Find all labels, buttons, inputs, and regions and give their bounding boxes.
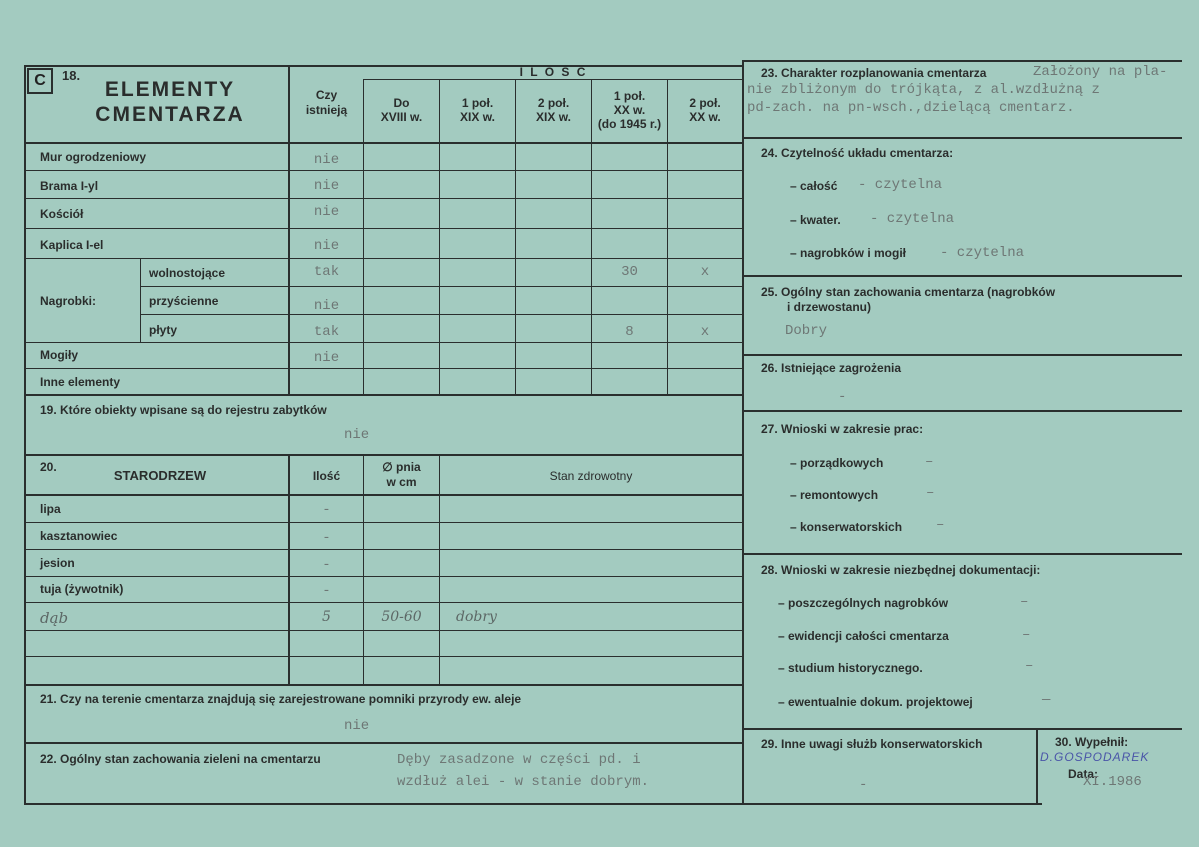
s24-item-label: – nagrobków i mogił <box>790 246 907 260</box>
s30-label: 30. Wypełnił: <box>1055 735 1129 749</box>
s28-item-value: — <box>1042 692 1051 708</box>
col-exists-line2: istnieją <box>305 103 348 117</box>
s19-value: nie <box>344 427 370 443</box>
tree-qty: - <box>322 557 331 573</box>
row-label: Mur ogrodzeniowy <box>40 150 146 164</box>
s29-value: - <box>859 777 868 793</box>
tree-name: tuja (żywotnik) <box>40 582 124 596</box>
col-2h-xix-line1: 2 poł. <box>537 96 570 110</box>
s20-number: 20. <box>40 460 57 474</box>
col-1h-xix-line1: 1 poł. <box>461 96 494 110</box>
s28-item-label: – poszczególnych nagrobków <box>778 596 949 610</box>
nagrobki-label: Nagrobki: <box>40 294 97 308</box>
row-exists-value: nie <box>313 178 340 194</box>
tree-qty: - <box>322 583 331 599</box>
col-2h-xx-line1: 2 poł. <box>689 96 721 110</box>
col-1h-xix-line2: XIX w. <box>460 110 495 124</box>
s26-value: - <box>838 389 847 405</box>
s28-item-value: – <box>1022 627 1031 643</box>
s30-date-label: Data: <box>1068 767 1099 781</box>
s27-item-value: – <box>925 454 934 470</box>
col-1h-xx-line1: 1 poł. <box>613 89 646 103</box>
s28-item-value: – <box>1020 594 1029 610</box>
s21-value: nie <box>344 718 370 734</box>
s26-label: 26. Istniejące zagrożenia <box>761 361 902 375</box>
row-label: Mogiły <box>40 348 78 362</box>
s20-title: STARODRZEW <box>113 468 207 483</box>
s19-label: 19. Które obiekty wpisane są do rejestru zabytków <box>40 403 327 417</box>
row-label: Kościół <box>40 207 84 221</box>
tree-name: jesion <box>40 556 75 570</box>
s27-item-value: – <box>926 485 935 501</box>
s28-label: 28. Wnioski w zakresie niezbędnej dokumentacji: <box>761 563 1041 577</box>
tree-qty: - <box>322 530 331 546</box>
tree-name: lipa <box>40 502 61 516</box>
tree-name-handwritten: dąb <box>40 609 69 627</box>
row-exists-value: nie <box>313 298 340 314</box>
s23-value-line1: Założony na pla- <box>1033 64 1168 80</box>
s29-label: 29. Inne uwagi służb konserwatorskich <box>761 737 983 751</box>
row-label: wolnostojące <box>149 266 226 280</box>
s20-col-diam-line2: w cm <box>386 475 417 489</box>
s24-item-label: – całość <box>790 179 838 193</box>
col-exists-line1: Czy <box>315 88 338 102</box>
s21-label: 21. Czy na terenie cmentarza znajdują się zarejestrowane pomniki przyrody ew. aleje <box>40 692 522 706</box>
col-1h-xx-line2: XX w. <box>613 103 646 117</box>
tree-qty-handwritten: 5 <box>322 609 331 625</box>
s22-label: 22. Ogólny stan zachowania zieleni na cmentarzu <box>40 752 321 766</box>
s24-item-value: - czytelna <box>870 211 955 227</box>
s23-value-line3: pd-zach. na pn-wsch.,dzielącą cmentarz. <box>747 100 1075 116</box>
s20-col-diam-line1: ∅ pnia <box>382 460 421 474</box>
col-2h-xx-line2: XX w. <box>689 110 721 124</box>
row-exists-value: nie <box>313 204 340 220</box>
s18-title-line1: ELEMENTY <box>104 78 236 101</box>
s25-label-line1: 25. Ogólny stan zachowania cmentarza (nagrobków <box>761 285 1056 299</box>
s24-item-value: - czytelna <box>940 245 1025 261</box>
s27-item-label: – remontowych <box>790 488 879 502</box>
s18-number: 18. <box>62 68 81 83</box>
col-quantity-header: I L O Ś Ć <box>519 65 588 79</box>
col-2h-xix-line2: XIX w. <box>536 110 571 124</box>
row-label: Kaplica I-el <box>40 238 104 252</box>
s28-item-label: – ewentualnie dokum. projektowej <box>778 695 973 709</box>
s23-value-line2: nie zbliżonym do trójkąta, z al.wzdłużną z <box>747 82 1100 98</box>
s30-name-stamp: D.GOSPODAREK <box>1040 750 1150 764</box>
row-label: Inne elementy <box>40 375 121 389</box>
s27-item-label: – porządkowych <box>790 456 884 470</box>
s27-item-value: – <box>936 517 945 533</box>
row-exists-value: nie <box>313 350 340 366</box>
s20-col-qty: Ilość <box>312 469 341 483</box>
row-label: płyty <box>149 323 178 337</box>
s24-item-value: - czytelna <box>858 177 943 193</box>
s22-value-line1: Dęby zasadzone w części pd. i <box>397 752 641 768</box>
s28-item-label: – studium historycznego. <box>778 661 923 675</box>
s18-title-line2: CMENTARZA <box>95 103 245 126</box>
col-xviii-line2: XVIII w. <box>380 110 423 124</box>
s25-value: Dobry <box>785 323 828 339</box>
s23-label: 23. Charakter rozplanowania cmentarza <box>761 66 987 80</box>
s20-col-health: Stan zdrowotny <box>549 469 633 483</box>
tree-qty: - <box>322 502 331 518</box>
section-letter-box: C <box>27 68 53 94</box>
row-exists-value: nie <box>313 238 340 254</box>
row-mark-value: x <box>700 324 710 340</box>
s27-item-label: – konserwatorskich <box>790 520 903 534</box>
tree-diameter-handwritten: 50-60 <box>381 609 422 625</box>
s25-label-line2: i drzewostanu) <box>787 300 872 314</box>
tree-health-handwritten: dobry <box>456 609 497 625</box>
row-exists-value: tak <box>313 324 340 340</box>
s24-label: 24. Czytelność układu cmentarza: <box>761 146 954 160</box>
row-label: przyścienne <box>149 294 219 308</box>
tree-name: kasztanowiec <box>40 529 118 543</box>
row-count-value: 30 <box>621 264 638 280</box>
col-xviii-line1: Do <box>393 96 410 110</box>
s30-date-value: XI.1986 <box>1083 774 1142 790</box>
row-count-value: 8 <box>625 324 634 340</box>
row-exists-value: tak <box>313 264 340 280</box>
s22-value-line2: wzdłuż alei - w stanie dobrym. <box>397 774 650 790</box>
s27-label: 27. Wnioski w zakresie prac: <box>761 422 924 436</box>
row-mark-value: x <box>700 264 710 280</box>
s24-item-label: – kwater. <box>790 213 841 227</box>
row-exists-value: nie <box>313 152 340 168</box>
s28-item-label: – ewidencji całości cmentarza <box>778 629 949 643</box>
col-1h-xx-line3: (do 1945 r.) <box>597 117 662 131</box>
s28-item-value: – <box>1025 658 1034 674</box>
row-label: Brama I-yl <box>40 179 99 193</box>
